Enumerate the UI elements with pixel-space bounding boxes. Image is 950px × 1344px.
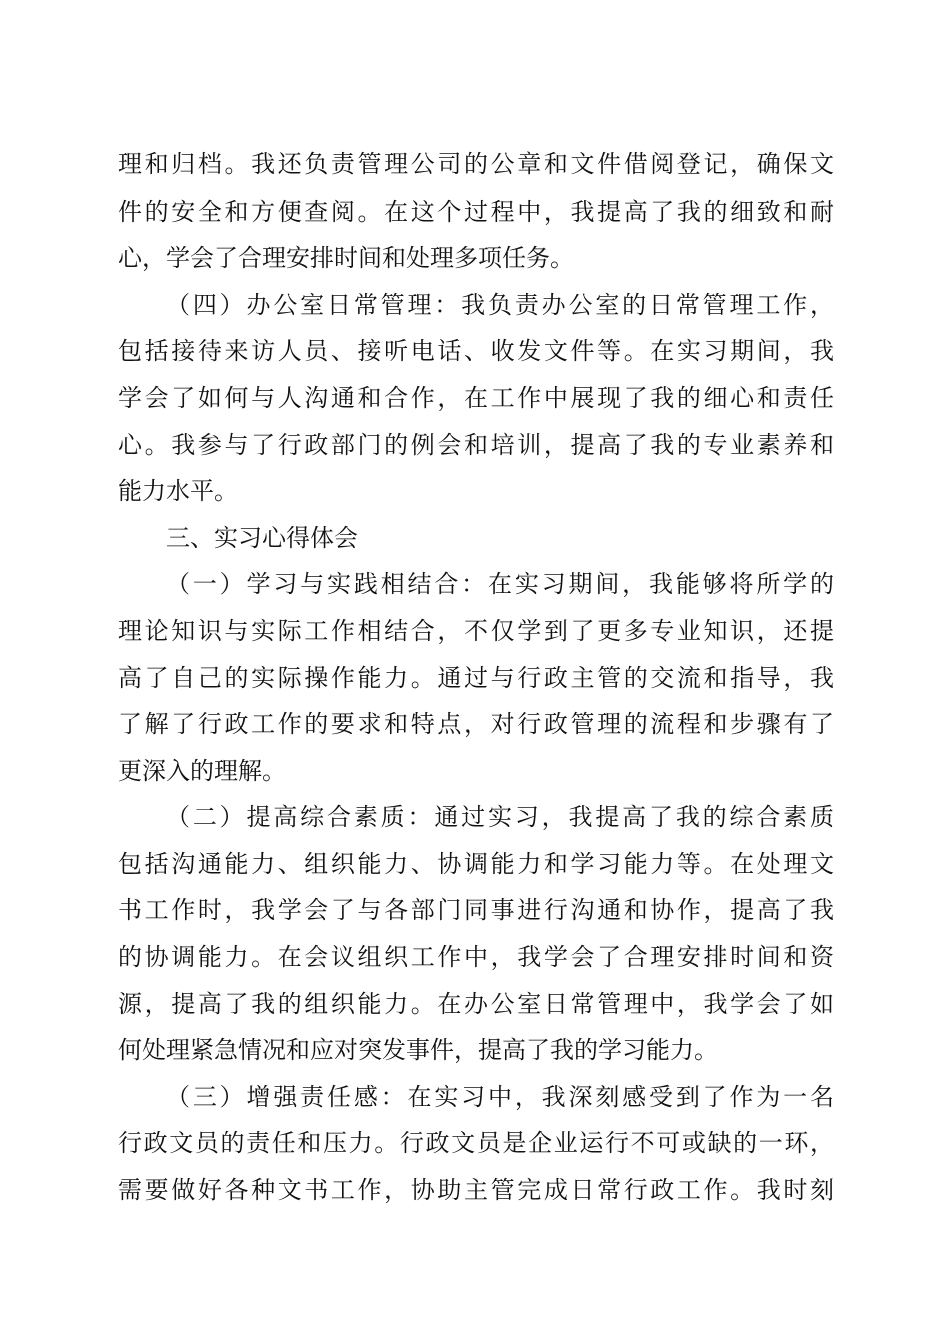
text-line: 了解了行政工作的要求和特点，对行政管理的流程和步骤有了	[118, 710, 834, 738]
text-line: 源，提高了我的组织能力。在办公室日常管理中，我学会了如	[118, 990, 834, 1018]
text-line: 学会了如何与人沟通和合作，在工作中展现了我的细心和责任	[118, 384, 834, 412]
text-line: 更深入的理解。	[118, 757, 286, 785]
text-line: 件的安全和方便查阅。在这个过程中，我提高了我的细致和耐	[118, 198, 834, 226]
text-line: 心。我参与了行政部门的例会和培训，提高了我的专业素养和	[118, 431, 834, 459]
paragraph-start-line: （四）办公室日常管理：我负责办公室的日常管理工作，	[166, 291, 834, 319]
text-line: 包括沟通能力、组织能力、协调能力和学习能力等。在处理文	[118, 850, 834, 878]
text-line: 书工作时，我学会了与各部门同事进行沟通和协作，提高了我	[118, 896, 834, 924]
text-line: 需要做好各种文书工作，协助主管完成日常行政工作。我时刻	[118, 1176, 834, 1204]
text-line: 的协调能力。在会议组织工作中，我学会了合理安排时间和资	[118, 943, 834, 971]
text-line: 能力水平。	[118, 477, 238, 505]
text-line: 高了自己的实际操作能力。通过与行政主管的交流和指导，我	[118, 664, 834, 692]
paragraph-start-line: （一）学习与实践相结合：在实习期间，我能够将所学的	[166, 570, 834, 598]
text-line: 行政文员的责任和压力。行政文员是企业运行不可或缺的一环，	[118, 1129, 834, 1157]
text-line: 理论知识与实际工作相结合，不仅学到了更多专业知识，还提	[118, 617, 834, 645]
text-line: 心，学会了合理安排时间和处理多项任务。	[118, 244, 574, 272]
paragraph-start-line: （二）提高综合素质：通过实习，我提高了我的综合素质	[166, 803, 834, 831]
text-line: 包括接待来访人员、接听电话、收发文件等。在实习期间，我	[118, 337, 834, 365]
text-line: 何处理紧急情况和应对突发事件，提高了我的学习能力。	[118, 1036, 718, 1064]
text-line: 理和归档。我还负责管理公司的公章和文件借阅登记，确保文	[118, 150, 834, 178]
section-heading: 三、实习心得体会	[166, 524, 358, 552]
paragraph-start-line: （三）增强责任感：在实习中，我深刻感受到了作为一名	[166, 1083, 834, 1111]
